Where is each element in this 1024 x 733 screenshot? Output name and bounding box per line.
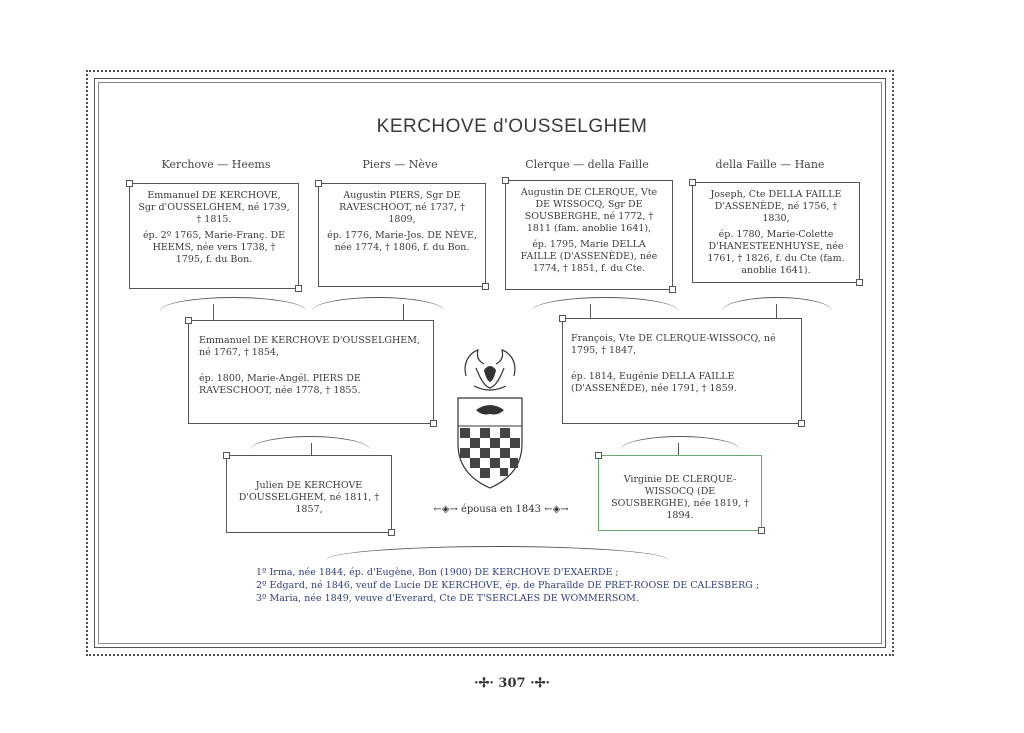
bride-box [598,455,762,531]
connector-line [213,304,214,320]
connector-line [311,443,312,455]
groom-box [226,455,392,533]
marriage-text: épousa en 1843 [460,504,542,515]
page-number [0,676,1024,691]
ancestor-marriage-text: ép. 1795, Marie DELLA FAILLE (D'ASSENÈDE), née 1774, † 1851, f. du Cte. [520,239,658,274]
parent-marriage-text: ép. 1800, Marie-Angél. PIERS DE RAVESCHOOT, née 1778, † 1855. [199,373,361,396]
ancestor-birth-text: Augustin DE CLERQUE, Vte DE WISSOCQ, Sgr DE SOUSBERGHE, né 1772, † 1811 (fam. anoblie 1641), [520,187,658,234]
ancestor-birth-text: Emmanuel DE KERCHOVE, Sgr d'OUSSELGHEM, né 1739, † 1815. [138,190,290,225]
groom-text: Julien DE KERCHOVE D'OUSSELGHEM, né 1811, † 1857, [238,480,380,515]
child-entry: 3º Maria, née 1849, veuve d'Everard, Cte DE T'SERCLAES DE WOMMERSOM. [256,593,639,604]
parent-marriage-text: ép. 1814, Eugénie DELLA FAILLE (D'ASSENÈDE), née 1791, † 1859. [571,371,737,394]
page-title: KERCHOVE d'OUSSELGHEM [376,116,648,137]
ancestor-birth-text: Joseph, Cte DELLA FAILLE D'ASSENÈDE, né 1756, † 1830, [710,189,842,224]
ancestor-box-kerchove [129,183,299,289]
ancestor-marriage-text: ép. 1780, Marie-Colette D'HANESTEENHUYSE, née 1761, † 1826, f. du Cte (fam. anoblie 1641). [707,229,845,276]
ornament-icon: ·✢· [525,676,551,691]
bride-text: Virginie DE CLERQUE-WISSOCQ (DE SOUSBERGHE), née 1819, † 1894. [611,474,749,521]
ancestor-birth-text: Augustin PIERS, Sgr DE RAVESCHOOT, né 1737, † 1809, [339,190,465,225]
parent-birth-text: François, Vte DE CLERQUE-WISSOCQ, né 1795, † 1847, [571,333,776,356]
ancestor-box-piers [318,183,486,287]
connector-line [678,443,679,455]
child-entry: 2º Edgard, né 1846, veuf de Lucie DE KERCHOVE, ép. de Pharaïlde DE PRET-ROOSE DE CALESBERG ; [256,580,760,591]
ornament-icon: ·✢· [473,676,499,691]
parent-box-kerchove [188,320,434,424]
ornament-icon: ←◈→ [433,504,461,515]
ornament-icon: ←◈→ [541,504,569,515]
column-head-2: Piers — Nève [362,158,438,171]
connector-line [403,304,404,320]
ancestor-box-della-faille [692,182,860,283]
marriage-label [428,504,574,515]
children-list [256,566,816,605]
parent-box-clerque [562,318,802,424]
heraldic-crest-icon [454,346,526,492]
parent-birth-text: Emmanuel DE KERCHOVE D'OUSSELGHEM, né 1767, † 1854, [199,335,420,358]
ancestor-box-clerque [505,180,673,290]
ancestor-marriage-text: ép. 1776, Marie-Jos. DE NÈVE, née 1774, † 1806, f. du Bon. [327,230,477,253]
column-head-4: della Faille — Hane [715,158,825,171]
column-head-3: Clerque — della Faille [525,158,649,171]
ancestor-marriage-text: ép. 2º 1765, Marie-Franç. DE HEEMS, née vers 1738, † 1795, f. du Bon. [142,230,286,265]
page-number-text: 307 [498,676,526,691]
child-entry: 1º Irma, née 1844, ép. d'Eugène, Bon (1900) DE KERCHOVE D'EXAERDE ; [256,567,619,578]
column-head-1: Kerchove — Heems [161,158,271,171]
